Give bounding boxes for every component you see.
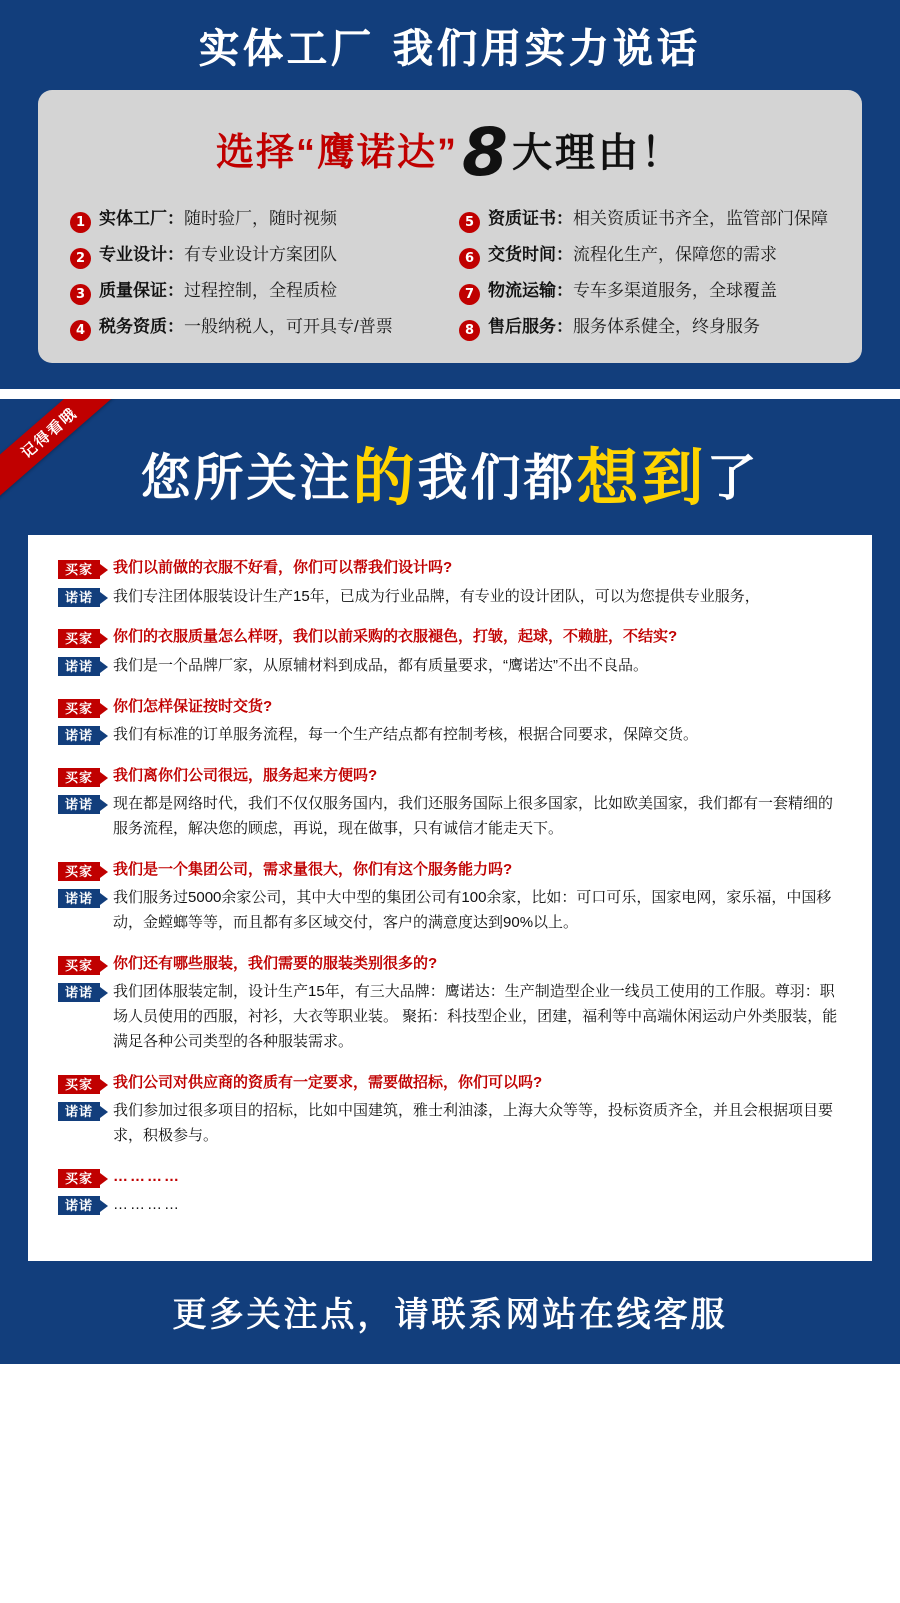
answer-text: 我们参加过很多项目的招标，比如中国建筑，雅士利油漆，上海大众等等，投标资质齐全，并且会根据项目要求，积极参与。 — [113, 1102, 834, 1144]
reason-item — [70, 280, 441, 303]
question-text: 我们公司对供应商的资质有一定要求，需要做招标，你们可以吗? — [113, 1073, 543, 1091]
reason-title: 税务资质： — [99, 317, 184, 336]
question-row — [58, 1072, 842, 1095]
answer-text: 我们团体服装定制，设计生产15年，有三大品牌：鹰诺达：生产制造型企业一线员工使用的工作服。尊羽：职场人员使用的西服，衬衫，大衣等职业装。 聚拓：科技型企业，团建，福利等中高端休闲运动户外类服装，能满足各种公司类型的各种服装需求。 — [113, 983, 838, 1050]
question-row — [58, 557, 842, 580]
section-divider — [0, 389, 900, 399]
answer-text: ………… — [113, 1196, 182, 1213]
reasons-title-suffix: 大理由！ — [511, 131, 684, 175]
buyer-tag: 买家 — [58, 862, 100, 881]
question-row — [58, 1166, 842, 1189]
answer-row — [58, 1099, 842, 1149]
reason-number-badge: 8 — [459, 320, 480, 341]
reason-number-badge: 7 — [459, 284, 480, 305]
question-text: 你们的衣服质量怎么样呀，我们以前采购的衣服褪色，打皱，起球，不赖脏，不结实? — [113, 628, 678, 646]
buyer-tag: 买家 — [58, 1169, 100, 1188]
factory-strength-section — [0, 0, 900, 389]
faq-headline-part-4: 想到 — [576, 441, 707, 514]
section1-headline: 实体工厂 我们用实力说话 — [199, 26, 701, 72]
qa-block — [58, 765, 842, 842]
question-row — [58, 953, 842, 976]
question-text: 我们离你们公司很远，服务起来方便吗? — [113, 766, 378, 784]
question-text: ………… — [113, 1167, 182, 1185]
question-row — [58, 765, 842, 788]
reason-title: 实体工厂： — [99, 209, 184, 228]
qa-block — [58, 626, 842, 678]
buyer-tag: 买家 — [58, 560, 100, 579]
reason-desc: 随时验厂，随时视频 — [184, 209, 337, 228]
answer-row — [58, 886, 842, 936]
reason-title: 交货时间： — [488, 245, 573, 264]
answer-row — [58, 654, 842, 679]
faq-headline-part-2: 的 — [352, 441, 418, 514]
reason-title: 质量保证： — [99, 281, 184, 300]
eight-reasons-card — [38, 90, 862, 363]
reply-tag: 诺诺 — [58, 1102, 100, 1121]
question-row — [58, 859, 842, 882]
reply-tag: 诺诺 — [58, 983, 100, 1002]
reason-number-badge: 2 — [70, 248, 91, 269]
question-text: 你们怎样保证按时交货? — [113, 697, 273, 715]
faq-headline-part-5: 了 — [706, 449, 760, 507]
answer-text: 我们是一个品牌厂家，从原辅材料到成品，都有质量要求，“鹰诺达”不出不良品。 — [113, 656, 649, 674]
question-text: 我们以前做的衣服不好看，你们可以帮我们设计吗? — [113, 559, 453, 576]
reason-item — [459, 208, 830, 231]
reason-desc: 相关资质证书齐全，监管部门保障 — [573, 209, 828, 228]
reason-title: 物流运输： — [488, 281, 573, 300]
buyer-tag: 买家 — [58, 956, 100, 975]
reason-number-badge: 3 — [70, 284, 91, 305]
reason-desc: 过程控制，全程质检 — [184, 281, 337, 300]
faq-section — [0, 399, 900, 1364]
buyer-tag: 买家 — [58, 629, 100, 648]
question-row — [58, 626, 842, 649]
reason-desc: 服务体系健全，终身服务 — [573, 317, 760, 336]
answer-text: 现在都是网络时代，我们不仅仅服务国内，我们还服务国际上很多国家，比如欧美国家，我们都有一套精细的服务流程，解决您的顾虑，再说，现在做事，只有诚信才能走天下。 — [113, 795, 834, 837]
answer-row — [58, 1193, 842, 1218]
buyer-tag: 买家 — [58, 768, 100, 787]
reply-tag: 诺诺 — [58, 657, 100, 676]
answer-text: 我们专注团体服装设计生产15年，已成为行业品牌，有专业的设计团队，可以为您提供专业服务， — [113, 587, 760, 605]
reason-number-badge: 1 — [70, 212, 91, 233]
answer-row — [58, 980, 842, 1054]
question-row — [58, 696, 842, 719]
faq-headline — [0, 433, 900, 535]
reason-item — [459, 316, 830, 339]
answer-row — [58, 792, 842, 842]
answer-text: 我们有标准的订单服务流程，每一个生产结点都有控制考核，根据合同要求，保障交货。 — [113, 726, 699, 743]
reason-item — [459, 280, 830, 303]
qa-block — [58, 1166, 842, 1218]
reasons-title-number: 8 — [462, 114, 508, 191]
faq-headline-part-3: 我们都 — [417, 449, 577, 507]
corner-ribbon: 记得看哦 — [0, 399, 123, 500]
reply-tag: 诺诺 — [58, 795, 100, 814]
faq-footer-text: 更多关注点，请联系网站在线客服 — [172, 1294, 728, 1335]
reason-desc: 流程化生产，保障您的需求 — [573, 245, 777, 264]
reason-item — [70, 244, 441, 267]
qa-block — [58, 953, 842, 1055]
reasons-title-prefix: 选择“鹰诺达” — [216, 132, 459, 174]
reasons-grid — [64, 204, 836, 339]
reply-tag: 诺诺 — [58, 588, 100, 607]
question-text: 我们是一个集团公司，需求量很大，你们有这个服务能力吗? — [113, 860, 513, 878]
reason-item — [459, 244, 830, 267]
reason-number-badge: 5 — [459, 212, 480, 233]
reason-desc: 有专业设计方案团队 — [184, 245, 337, 264]
qa-block — [58, 859, 842, 936]
eight-reasons-title — [64, 110, 836, 204]
qa-block — [58, 696, 842, 748]
qa-block — [58, 557, 842, 609]
reason-title: 售后服务： — [488, 317, 573, 336]
reply-tag: 诺诺 — [58, 726, 100, 745]
faq-headline-part-1: 您所关注 — [140, 449, 353, 507]
reason-title: 资质证书： — [488, 209, 573, 228]
reason-number-badge: 6 — [459, 248, 480, 269]
answer-row — [58, 585, 842, 610]
faq-card — [28, 535, 872, 1261]
reason-item — [70, 208, 441, 231]
reply-tag: 诺诺 — [58, 889, 100, 908]
reason-number-badge: 4 — [70, 320, 91, 341]
reply-tag: 诺诺 — [58, 1196, 100, 1215]
answer-text: 我们服务过5000余家公司，其中大中型的集团公司有100余家，比如：可口可乐，国家电网，家乐福，中国移动，金螳螂等等，而且都有多区域交付，客户的满意度达到90%以上。 — [113, 889, 832, 931]
qa-block — [58, 1072, 842, 1149]
buyer-tag: 买家 — [58, 699, 100, 718]
answer-row — [58, 723, 842, 748]
reason-title: 专业设计： — [99, 245, 184, 264]
reason-desc: 一般纳税人，可开具专/普票 — [184, 317, 393, 336]
reason-desc: 专车多渠道服务，全球覆盖 — [573, 281, 777, 300]
reason-item — [70, 316, 441, 339]
buyer-tag: 买家 — [58, 1075, 100, 1094]
question-text: 你们还有哪些服装，我们需要的服装类别很多的? — [113, 954, 438, 972]
